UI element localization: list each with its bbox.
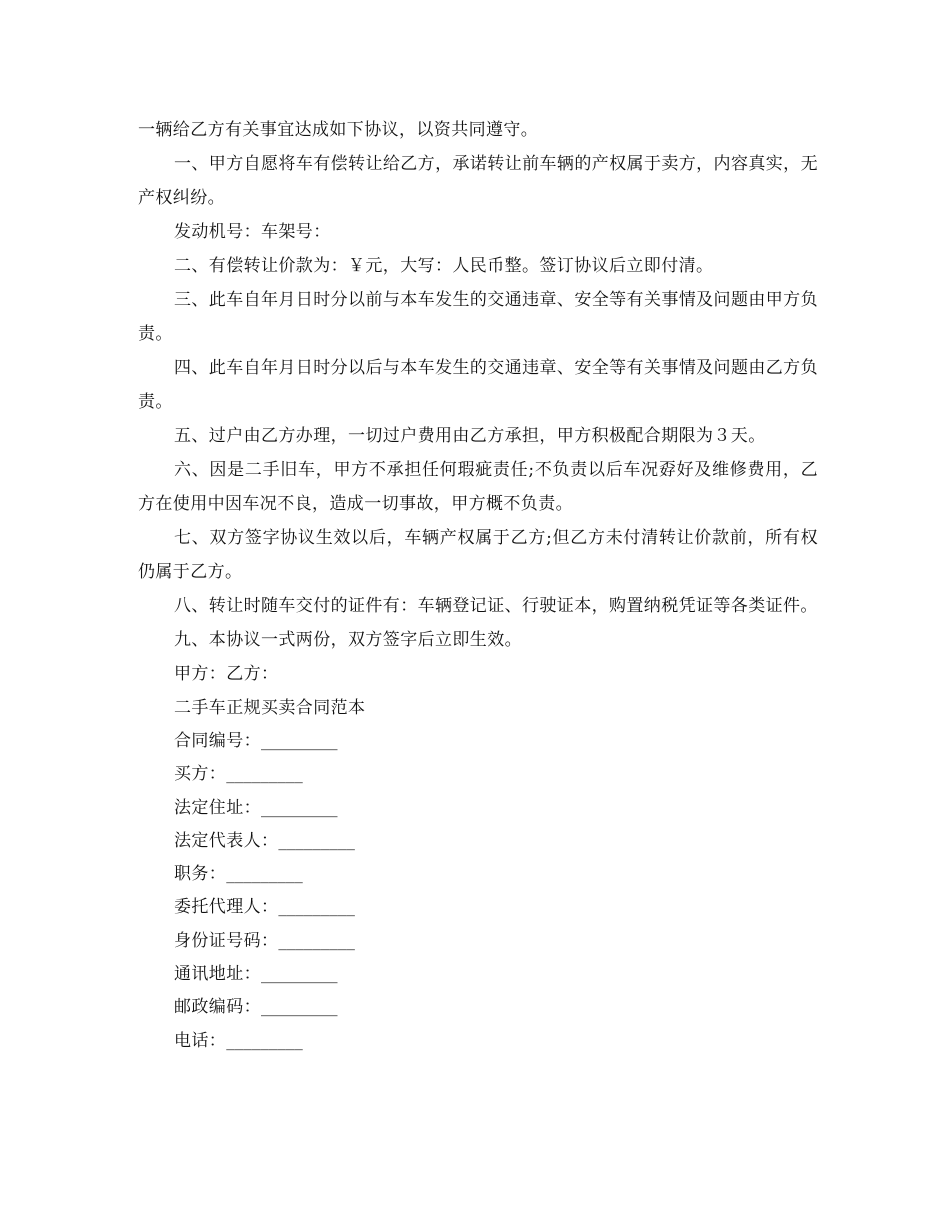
field-legal-representative	[138, 825, 818, 858]
field-id-number	[138, 925, 818, 958]
field-blank: _________	[261, 797, 338, 818]
field-legal-address	[138, 792, 818, 825]
clause-6: 六、因是二手旧车，甲方不承担任何瑕疵责任;不负责以后车况孬好及维修费用，乙方在使用中因车况不良，造成一切事故，甲方概不负责。	[138, 460, 818, 514]
paragraph-intro: 一辆给乙方有关事宜达成如下协议，以资共同遵守。	[138, 120, 539, 140]
field-blank: _________	[261, 964, 338, 985]
field-label: 身份证号码：	[174, 930, 279, 951]
field-label: 邮政编码：	[174, 997, 261, 1018]
field-label: 通讯地址：	[174, 964, 261, 985]
field-blank: _________	[226, 1030, 303, 1051]
field-blank: _________	[261, 731, 338, 751]
clause-8: 八、转让时随车交付的证件有：车辆登记证、行驶证本，购置纳税凭证等各类证件。	[174, 596, 818, 616]
field-blank: _________	[261, 997, 338, 1018]
clause-5: 五、过户由乙方办理，一切过户费用由乙方承担，甲方积极配合期限为３天。	[174, 426, 766, 446]
field-label: 委托代理人：	[174, 897, 279, 918]
field-label: 买方：	[174, 764, 227, 785]
clause-3: 三、此车自年月日时分以前与本车发生的交通违章、安全等有关事情及问题由甲方负责。	[138, 290, 818, 344]
field-position	[138, 858, 818, 891]
field-blank: _________	[278, 830, 355, 851]
clause-1: 一、甲方自愿将车有偿转让给乙方，承诺转让前车辆的产权属于卖方，内容真实，无产权纠纷。	[138, 154, 818, 208]
field-contract-number	[138, 725, 818, 758]
field-label: 法定住址：	[174, 797, 261, 818]
field-blank: _________	[278, 897, 355, 918]
clause-4: 四、此车自年月日时分以后与本车发生的交通违章、安全等有关事情及问题由乙方负责。	[138, 358, 818, 412]
field-label: 合同编号：	[174, 731, 261, 751]
field-label: 电话：	[174, 1030, 227, 1051]
field-agent	[138, 891, 818, 924]
field-label: 法定代表人：	[174, 830, 279, 851]
document-page	[138, 113, 818, 1058]
clause-7: 七、双方签字协议生效以后，车辆产权属于乙方;但乙方未付清转让价款前，所有权仍属于乙方。	[138, 528, 818, 582]
field-mailing-address	[138, 958, 818, 991]
field-postal-code	[138, 991, 818, 1024]
clause-9: 九、本协议一式两份，双方签字后立即生效。	[174, 630, 522, 650]
section-title: 二手车正规买卖合同范本	[174, 698, 366, 718]
field-blank: _________	[278, 930, 355, 951]
field-blank: _________	[226, 764, 303, 785]
field-phone	[138, 1025, 818, 1058]
field-blank: _________	[226, 864, 303, 885]
field-label: 职务：	[174, 864, 227, 885]
field-buyer	[138, 758, 818, 791]
signature-parties: 甲方：乙方：	[174, 664, 279, 684]
clause-2: 二、有偿转让价款为：￥元，大写：人民币整。签订协议后立即付清。	[174, 256, 714, 276]
engine-frame-number: 发动机号：车架号：	[174, 222, 331, 242]
